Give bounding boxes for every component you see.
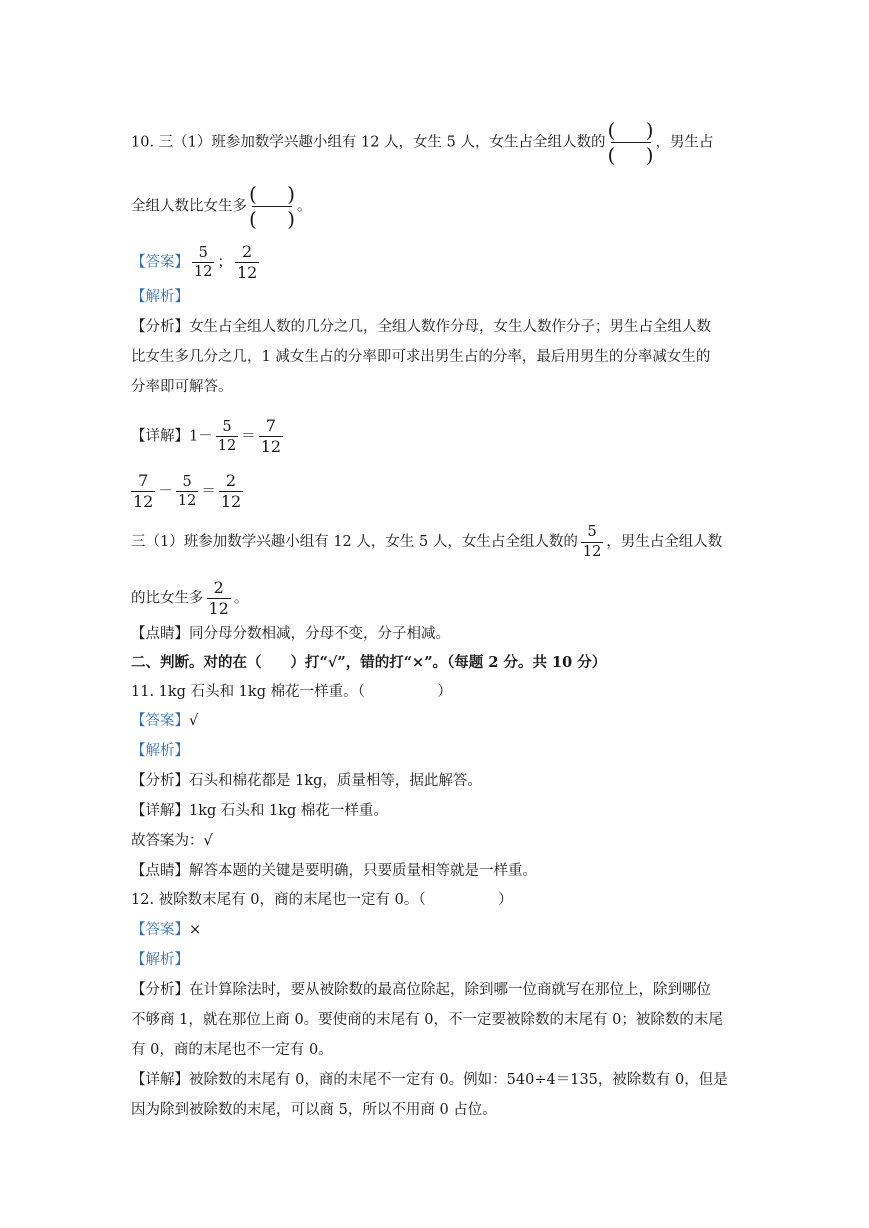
- q10-question-line2: 全组人数比女生多 ( ) ( ) 。: [131, 182, 312, 231]
- fraction: $\frac{5}{12}$: [217, 418, 237, 454]
- q12-detail-line2: 因为除到被除数的末尾，可以商 5，所以不用商 0 占位。: [131, 1102, 497, 1118]
- q11-detail: 【详解】1kg 石头和 1kg 棉花一样重。: [131, 803, 388, 819]
- q10-analysis-label: 【解析】: [131, 289, 189, 305]
- q12-answer: 【答案】×: [131, 922, 202, 938]
- fraction: $\frac{5}{12}$: [582, 524, 602, 560]
- fraction: $\frac{5}{12}$: [194, 244, 213, 280]
- answer-label: 【答案】: [131, 922, 189, 938]
- q10-answer: 【答案】 $\frac{5}{12}$ ； $\frac{2}{12}$: [131, 242, 258, 282]
- q11-analysis-label: 【解析】: [131, 743, 189, 759]
- q11-answer: 【答案】√: [131, 713, 199, 729]
- q11-final-answer: 故答案为：√: [131, 833, 213, 849]
- fraction: $\frac{2}{12}$: [236, 242, 258, 282]
- q10-question-line1: [131, 119, 714, 166]
- q12-analysis-label: 【解析】: [131, 952, 189, 968]
- q10-fenxi-line2: 比女生多几分之几，1 减女生占的分率即可求出男生占的分率，最后用男生的分率减女生的: [131, 349, 711, 365]
- fraction: $\frac{2}{12}$: [208, 578, 229, 618]
- answer-label: 【答案】: [131, 254, 189, 271]
- q12-fenxi-line2: 不够商 1，就在那位上商 0。要使商的末尾有 0，不一定要被除数的末尾有 0；被除数的末尾: [131, 1012, 723, 1028]
- q10-dianjing: 【点睛】同分母分数相减，分母不变，分子相减。: [131, 626, 450, 642]
- q10-question-tail: ，男生占: [655, 134, 714, 151]
- q11-dianjing: 【点睛】解答本题的关键是要明确，只要质量相等就是一样重。: [131, 863, 537, 879]
- q10-fenxi-line1: 【分析】女生占全组人数的几分之几，全组人数作分母，女生人数作分子；男生占全组人数: [131, 319, 711, 335]
- q12-question: 12. 被除数末尾有 0，商的末尾也一定有 0。（ ）: [131, 892, 513, 908]
- q10-conclusion-line1: 三（1）班参加数学兴趣小组有 12 人，女生 5 人，女生占全组人数的 $\frac{5}{12}$ ，男生占全组人数: [131, 524, 723, 560]
- section-2-header: 二、判断。对的在（ ）打“√”，错的打“×”。（每题 2 分。共 10 分）: [131, 654, 607, 671]
- q12-detail-line1: 【详解】被除数的末尾有 0，商的末尾不一定有 0。例如：540÷4＝135，被除数有 0，但是: [131, 1072, 728, 1088]
- q12-fenxi-line3: 有 0，商的末尾也不一定有 0。: [131, 1042, 333, 1058]
- answer-label: 【答案】: [131, 713, 189, 729]
- q10-blank-fraction-1[interactable]: ( ) ( ): [607, 118, 654, 167]
- q10-detail-line1: 【详解】1－ $\frac{5}{12}$ ＝ $\frac{7}{12}$: [131, 416, 282, 456]
- fraction: $\frac{5}{12}$: [177, 473, 197, 509]
- q10-detail-line2: $\frac{7}{12}$ － $\frac{5}{12}$ ＝ $\frac{2}{12}$: [133, 471, 242, 511]
- q10-fenxi-line3: 分率即可解答。: [131, 379, 233, 395]
- q12-fenxi-line1: 【分析】在计算除法时，要从被除数的最高位除起，除到哪一位商就写在那位上，除到哪位: [131, 982, 711, 998]
- q11-fenxi: 【分析】石头和棉花都是 1kg，质量相等，据此解答。: [131, 773, 482, 789]
- fraction: $\frac{2}{12}$: [220, 471, 242, 511]
- q10-blank-fraction-2[interactable]: ( ) ( ): [249, 182, 295, 231]
- fraction: $\frac{7}{12}$: [133, 471, 154, 511]
- fraction: $\frac{7}{12}$: [260, 416, 282, 456]
- q10-question-text: 10. 三（1）班参加数学兴趣小组有 12 人，女生 5 人，女生占全组人数的: [131, 134, 606, 151]
- q11-question: 11. 1kg 石头和 1kg 棉花一样重。（ ）: [131, 684, 452, 700]
- q10-conclusion-line2: 的比女生多 $\frac{2}{12}$ 。: [131, 578, 249, 618]
